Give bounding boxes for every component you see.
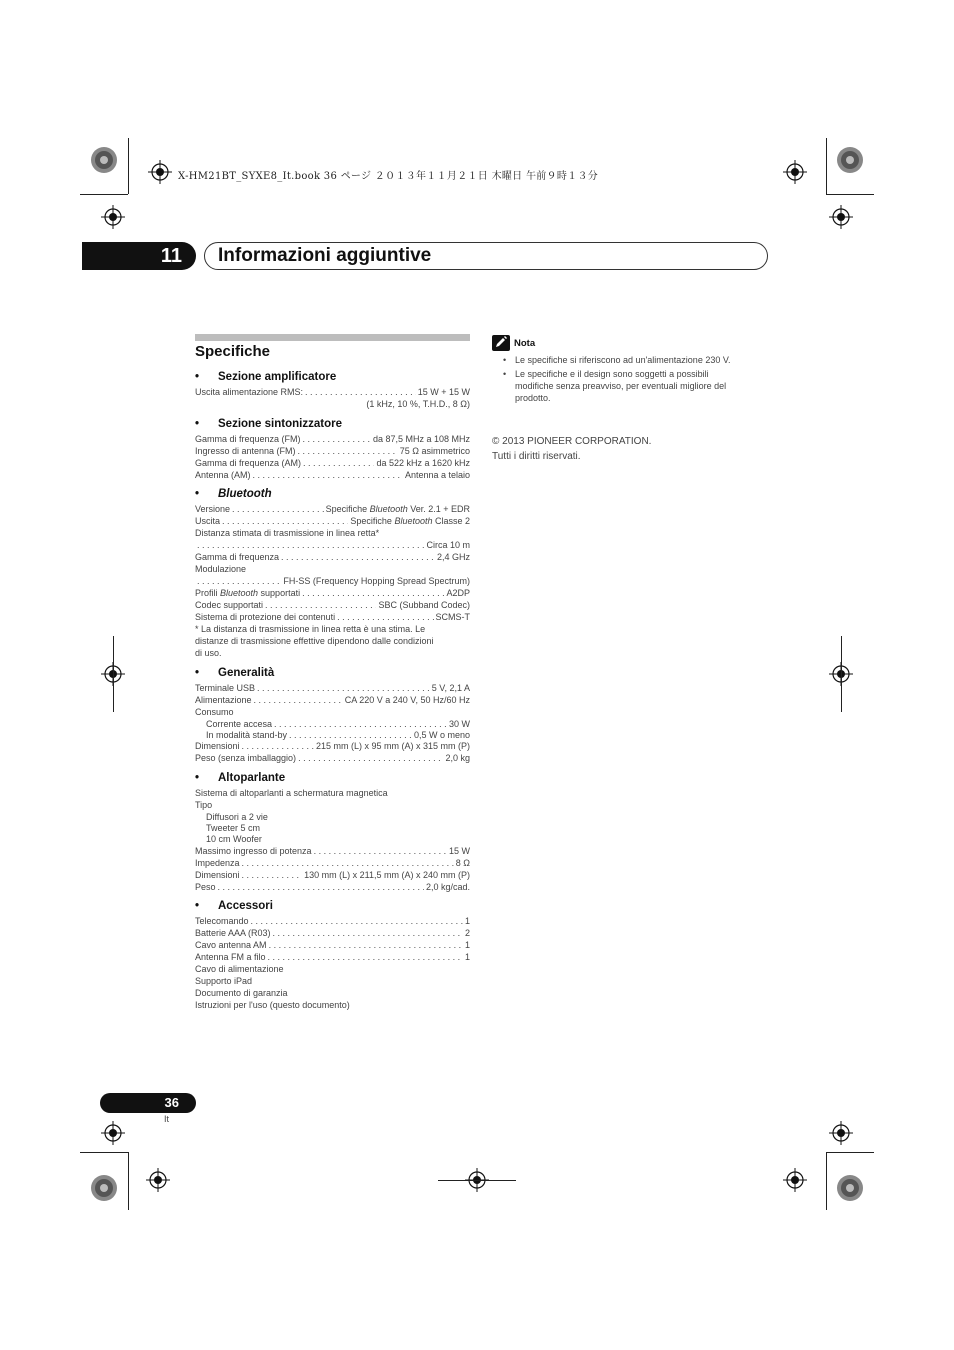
registration-mark-icon <box>101 205 125 229</box>
spec-row: Tweeter 5 cm <box>206 823 261 833</box>
spec-row: Peso . . . 2,0 kg/cad. <box>195 881 470 893</box>
spec-row: Antenna (AM) . . . Antenna a telaio <box>195 469 470 481</box>
spec-row: Ingresso di antenna (FM) . . . 75 Ω asimmetrico <box>195 445 470 457</box>
footnote-line: * La distanza di trasmissione in linea retta è una stima. Le <box>195 624 426 634</box>
note-item: Le specifiche e il design sono soggetti a possibili <box>515 369 709 379</box>
section-heading: Specifiche <box>195 343 271 360</box>
spec-row: Massimo ingresso di potenza . . . 15 W <box>195 845 470 857</box>
spec-row: Tipo <box>195 800 213 810</box>
spec-row: Terminale USB . . . 5 V, 2,1 A <box>195 682 470 694</box>
spec-row: In modalità stand-by . . . 0,5 W o meno <box>206 729 470 741</box>
note-item: Le specifiche si riferiscono ad un'alimentazione 230 V. <box>515 355 731 365</box>
color-rosette-icon <box>836 1174 864 1202</box>
spec-row: Consumo <box>195 707 234 717</box>
spec-row: Codec supportati . . . SBC (Subband Codec) <box>195 599 470 611</box>
spec-row: Sistema di protezione dei contenuti . . . SCMS-T <box>195 611 470 623</box>
copyright-line: © 2013 PIONEER CORPORATION. <box>492 436 652 447</box>
registration-mark-icon <box>829 205 853 229</box>
accessories-section-title: • Accessori <box>195 900 273 912</box>
spec-row: Documento di garanzia <box>195 988 288 998</box>
spec-row: Uscita . . . Specifiche Bluetooth Classe 2 <box>195 515 470 527</box>
spec-row: Alimentazione . . . CA 220 V a 240 V, 50 Hz/60 Hz <box>195 694 470 706</box>
registration-mark-icon <box>146 1168 170 1192</box>
registration-mark-icon <box>148 160 172 184</box>
print-job-line: X-HM21BT_SYXE8_It.book 36 ページ ２０１３年１１月２１日 木曜日 午前９時１３分 <box>178 171 599 182</box>
spec-row: Sistema di altoparlanti a schermatura magnetica <box>195 788 388 798</box>
spec-row: Uscita alimentazione RMS: . . . 15 W + 15 W <box>195 386 470 398</box>
note-bullet: • <box>503 355 507 365</box>
spec-row: Antenna FM a filo . . . 1 <box>195 951 470 963</box>
note-bullet: • <box>503 369 507 379</box>
color-rosette-icon <box>90 146 118 174</box>
spec-row: Cavo antenna AM . . . 1 <box>195 939 470 951</box>
registration-mark-icon <box>101 1121 125 1145</box>
spec-row: . . . FH-SS (Frequency Hopping Spread Spectrum) <box>195 575 470 587</box>
spec-row: Modulazione <box>195 564 247 574</box>
spec-row: Diffusori a 2 vie <box>206 812 268 822</box>
tuner-section-title: • Sezione sintonizzatore <box>195 418 342 430</box>
registration-mark-icon <box>829 1121 853 1145</box>
chapter-number: 11 <box>82 242 196 270</box>
spec-row: . . . Circa 10 m <box>195 539 470 551</box>
spec-row: Gamma di frequenza . . . 2,4 GHz <box>195 551 470 563</box>
spec-row: Cavo di alimentazione <box>195 964 284 974</box>
spec-row: Gamma di frequenza (AM) . . . da 522 kHz a 1620 kHz <box>195 457 470 469</box>
spec-row: Dimensioni . . . 215 mm (L) x 95 mm (A) x 315 mm (P) <box>195 740 470 752</box>
heading-rule <box>195 334 470 341</box>
spec-row: Profili Bluetooth supportati . . . A2DP <box>195 587 470 599</box>
color-rosette-icon <box>90 1174 118 1202</box>
rights-line: Tutti i diritti riservati. <box>492 451 581 462</box>
chapter-title: Informazioni aggiuntive <box>218 245 432 266</box>
spec-row: (1 kHz, 10 %, T.H.D., 8 Ω) <box>366 399 470 409</box>
spec-row: Supporto iPad <box>195 976 253 986</box>
note-item: prodotto. <box>515 393 551 403</box>
spec-row: Dimensioni . . . 130 mm (L) x 211,5 mm (A) x 240 mm (P) <box>195 869 470 881</box>
spec-row: Distanza stimata di trasmissione in linea retta* <box>195 528 380 538</box>
registration-mark-icon <box>783 160 807 184</box>
page-language: It <box>164 1114 170 1124</box>
spec-row: Gamma di frequenza (FM) . . . da 87,5 MHz a 108 MHz <box>195 433 470 445</box>
note-item: modifiche senza preavviso, per eventuali migliore del <box>515 381 727 391</box>
footnote-line: di uso. <box>195 648 222 658</box>
bluetooth-section-title: • Bluetooth <box>195 488 272 500</box>
spec-row: Versione . . . Specifiche Bluetooth Ver. 2.1 + EDR <box>195 503 470 515</box>
spec-row: Batterie AAA (R03) . . . 2 <box>195 927 470 939</box>
amplifier-section-title: • Sezione amplificatore <box>195 371 337 383</box>
general-section-title: • Generalità <box>195 667 275 679</box>
registration-mark-icon <box>783 1168 807 1192</box>
spec-row: Peso (senza imballaggio) . . . 2,0 kg <box>195 752 470 764</box>
spec-row: Impedenza . . . 8 Ω <box>195 857 470 869</box>
color-rosette-icon <box>836 146 864 174</box>
pencil-icon <box>492 335 510 351</box>
spec-row: 10 cm Woofer <box>206 834 262 844</box>
speaker-section-title: • Altoparlante <box>195 772 286 784</box>
spec-row: Corrente accesa . . . 30 W <box>206 718 470 730</box>
note-label: Nota <box>514 338 536 349</box>
footnote-line: distanze di trasmissione effettive dipendono dalle condizioni <box>195 636 434 646</box>
spec-row: Telecomando . . . 1 <box>195 915 470 927</box>
spec-row: Istruzioni per l'uso (questo documento) <box>195 1000 350 1010</box>
page-number: 36 <box>100 1093 196 1113</box>
